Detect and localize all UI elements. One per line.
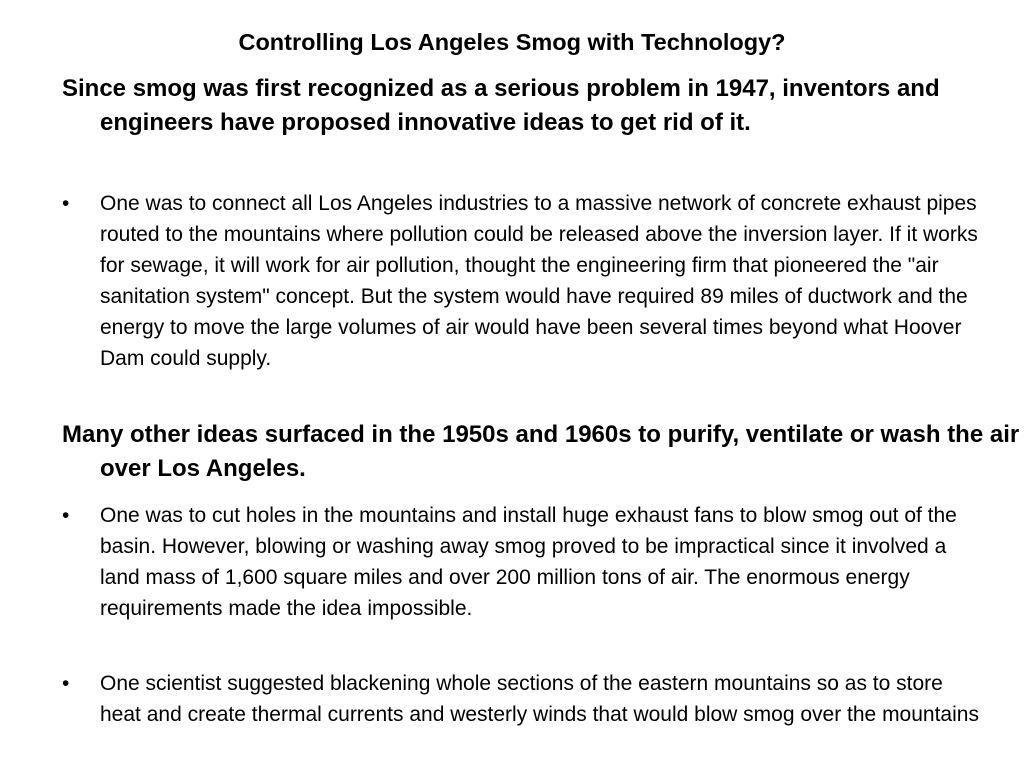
bullet-text: One was to connect all Los Angeles industries to a massive network of concrete exhaust pipes routed to the mountains where pollution could be released above the inversion layer. If it works for sewage, it will work for air pollution, thought the engineering firm that pioneered the "air sanitation system" concept. But the system would have required 89 miles of ductwork and the energy to move the large volumes of air would have been several times beyond what Hoover Dam could supply.: [100, 192, 978, 370]
bullet-dot: •: [62, 192, 70, 215]
bullet-dot: •: [62, 504, 70, 527]
bullet-blackening-mountains: [62, 668, 986, 730]
bullet-exhaust-fans: [62, 500, 986, 624]
bullet-text: One was to cut holes in the mountains and install huge exhaust fans to blow smog out of the basin. However, blowing or washing away smog proved to be impractical since it involved a land mass of 1,600 square miles and over 200 million tons of air. The enormous energy requirements made the idea impossible.: [100, 504, 957, 620]
bullet-text: One scientist suggested blackening whole sections of the eastern mountains so as to store heat and create thermal currents and westerly winds that would blow smog over the mountains: [100, 672, 979, 726]
bullet-exhaust-pipes: [62, 188, 986, 374]
section-heading-1950s-1960s: Many other ideas surfaced in the 1950s and 1960s to purify, ventilate or wash the air over Los Angeles.: [62, 421, 1020, 482]
bullet-dot: •: [62, 672, 70, 695]
section-heading-1947: Since smog was first recognized as a serious problem in 1947, inventors and engineers have proposed innovative ideas to get rid of it.: [62, 75, 940, 136]
slide-title: Controlling Los Angeles Smog with Technology?: [238, 29, 786, 55]
